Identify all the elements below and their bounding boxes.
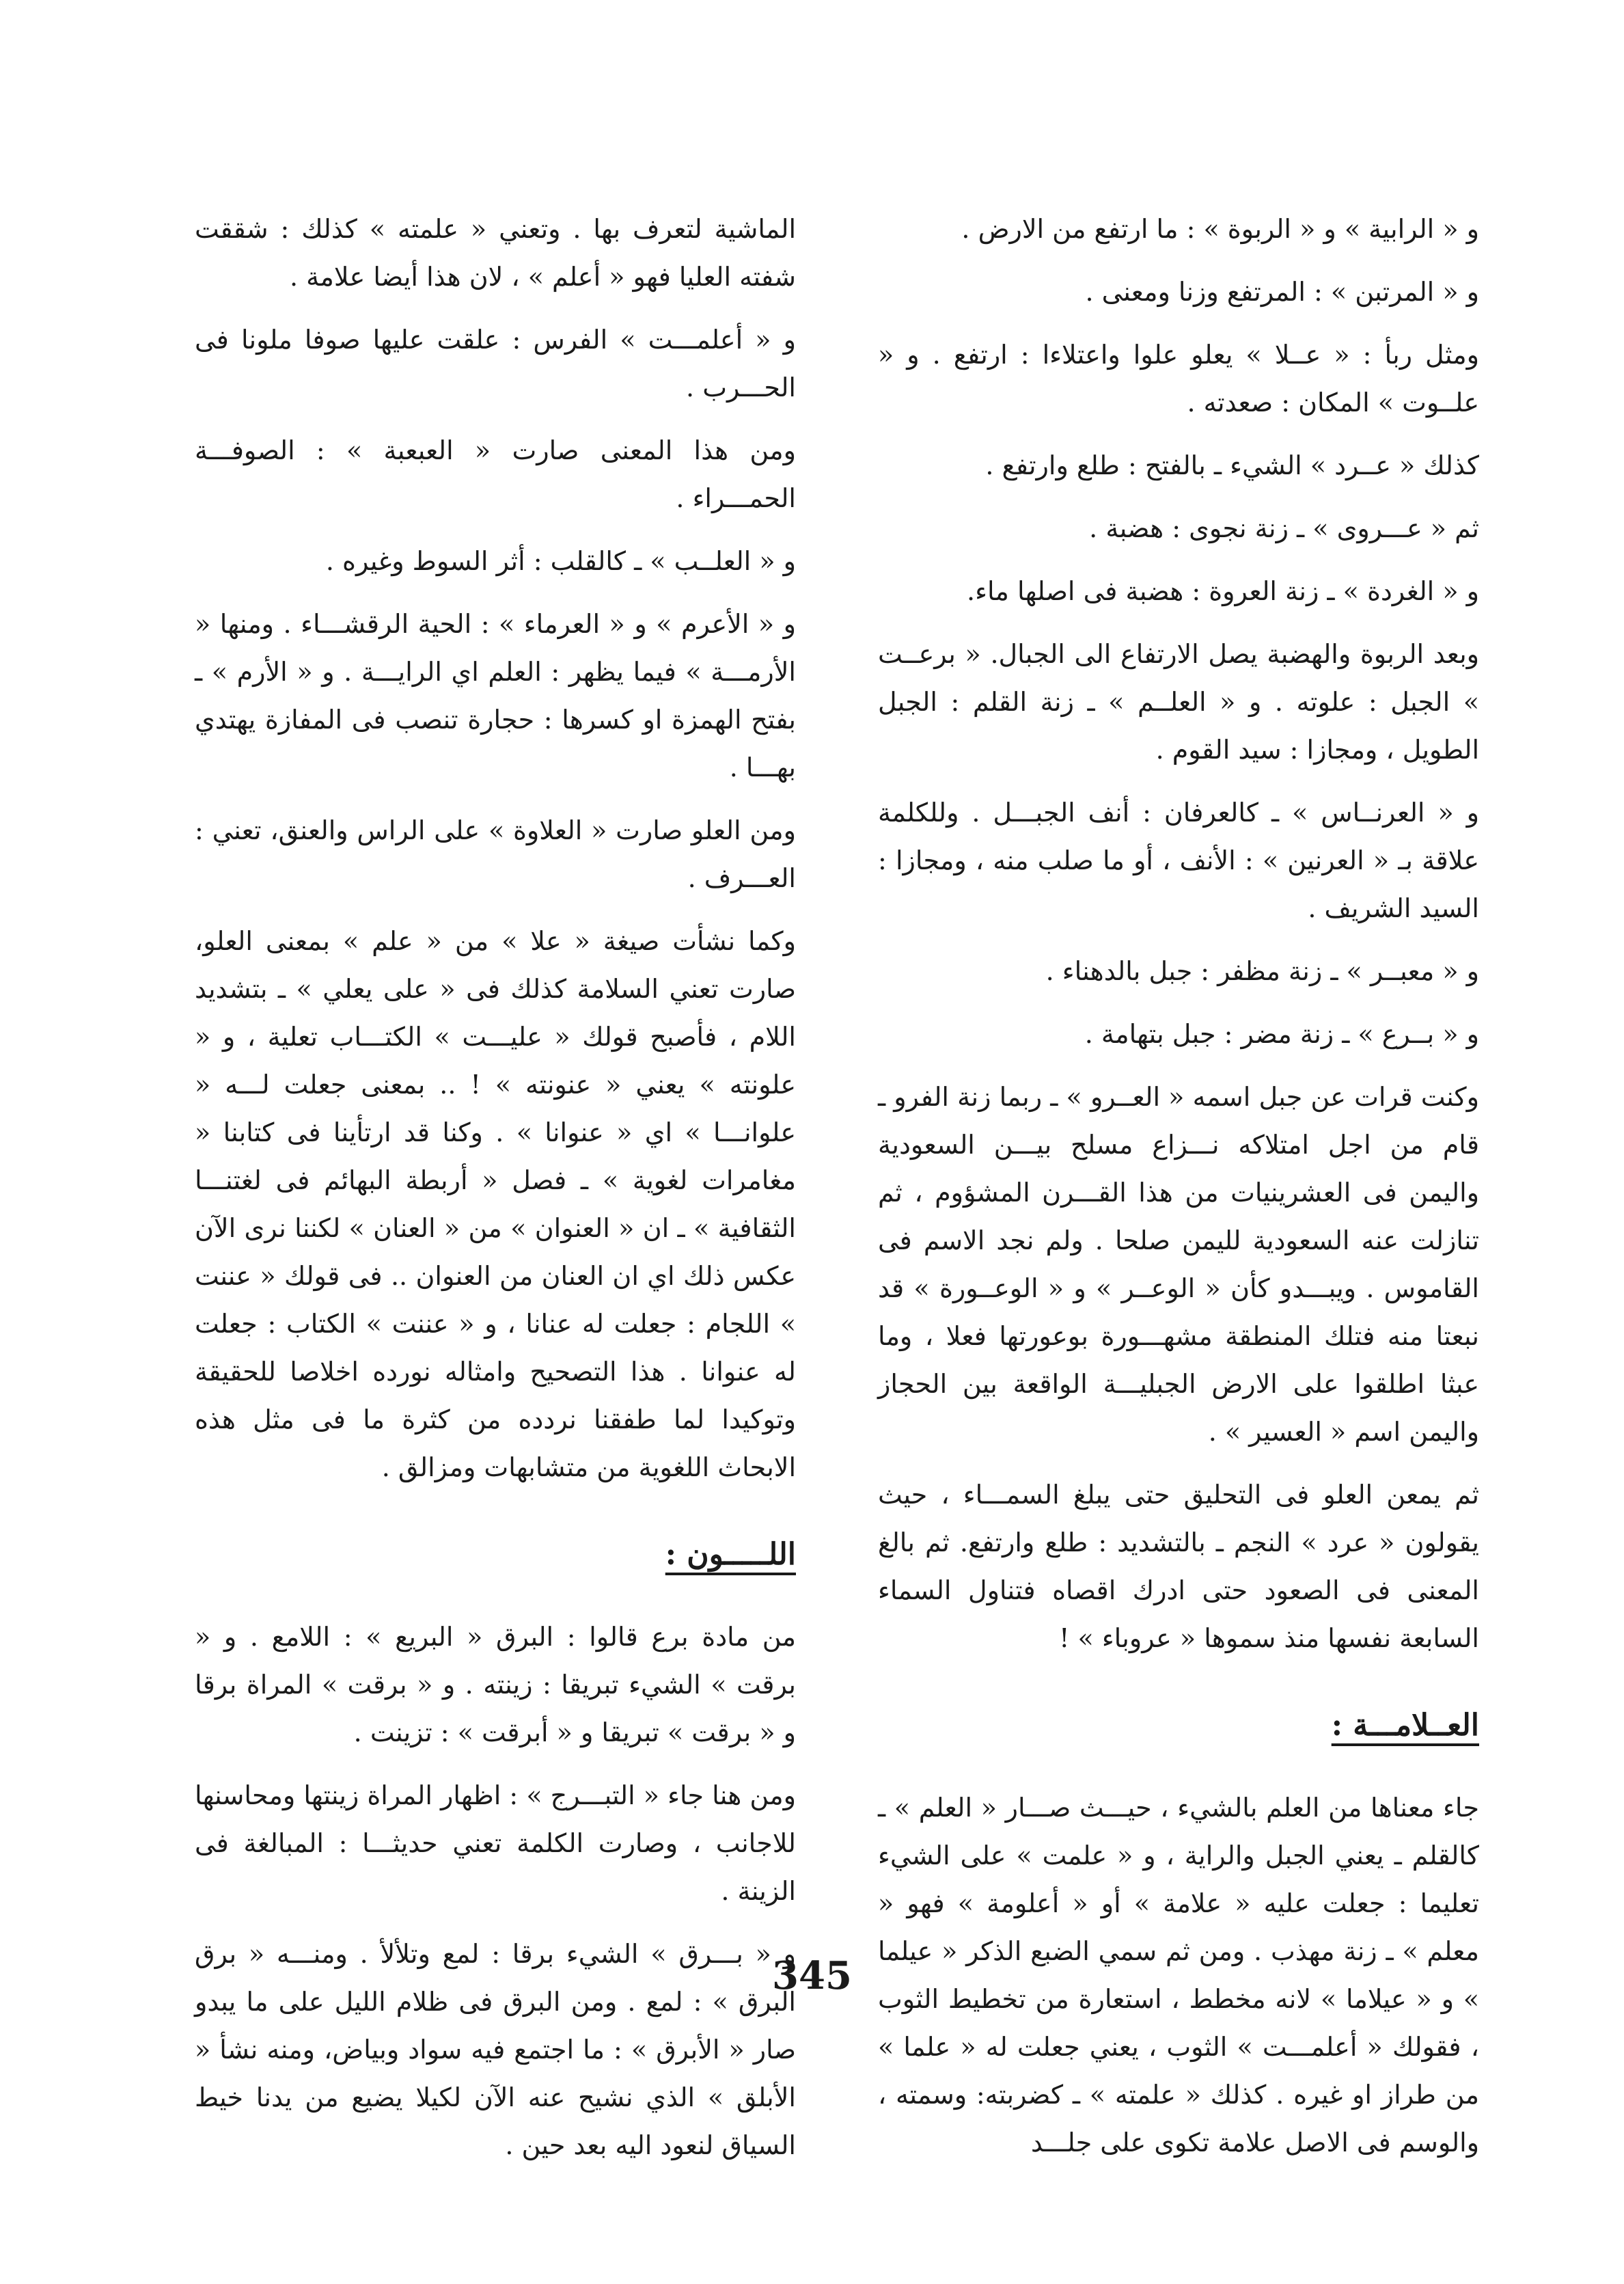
paragraph: وكما نشأت صيغة « علا » من « علم » بمعنى العلو، صارت تعني السلامة كذلك فى « على يعلي » ـ بتشديد اللام ، فأصبح قولك « عليـــت » الكتـــاب تعلية ، و « علونته » يعني « عنونته » ! .. بمعنى جعلت لـــه « علوانـــا » اي « عنوانا » . وكنا قد ارتأينا فى كتابنا « مغامرات لغوية » ـ فصل « أربطة البهائم فى لغتنـــا الثقافية » ـ ان « العنوان » من « العنان » لكننا نرى الآن عكس ذلك اي ان العنان من العنوان .. فى قولك « عننت » اللجام : جعلت له عنانا ، و « عننت » الكتاب : جعلت له عنوانا . هذا التصحيح وامثاله نورده اخلاصا للحقيقة وتوكيدا لما طفقنا نردده من كثرة ما فى مثل هذه الابحاث اللغوية من متشابهات ومزالق . [195,926,796,1482]
paragraph: ثم يمعن العلو فى التحليق حتى يبلغ السمـــاء ، حيث يقولون « عرد » النجم ـ بالتشديد : طلع وارتفع. ثم بالغ المعنى فى الصعود حتى ادرك اقصاه فتناول السماء السابعة نفسها منذ سموها « عروباء » ! [878,1480,1479,1653]
paragraph: ومن هذا المعنى صارت « العبعبة » : الصوفـــة الحمـــراء . [195,435,796,513]
section-heading-lawn: اللـــــون : [665,1537,796,1572]
paragraph: و « الغردة » ـ زنة العروة : هضبة فى اصلها ماء. [967,576,1479,606]
paragraph: و « الرابية » و « الربوة » : ما ارتفع من الارض . [961,214,1479,244]
right-column [878,205,1479,2181]
paragraph: و « بـــرق » الشيء برقا : لمع وتلألأ . ومنـــه « برق البرق » : لمع . ومن البرق فى ظلام الليل على ما يبدو صار « الأبرق » : ما اجتمع فيه سواد وبياض، ومنه نشأ « الأبلق » الذي نشيح عنه الآن لكيلا يضيع من يدنا خيط السياق لنعود اليه بعد حين . [195,1939,796,2160]
paragraph: و « معبــر » ـ زنة مظفر : جبل بالدهناء . [1045,956,1479,986]
page-number: 345 [772,1953,852,1998]
paragraph: الماشية لتعرف بها . وتعني « علمته » كذلك : شققت شفته العليا فهو « أعلم » ، لان هذا أيضا علامة . [195,214,796,292]
paragraph: و « العرنــاس » ـ كالعرفان : أنف الجبـــل . وللكلمة علاقة بـ « العرنين » : الأنف ، أو ما صلب منه ، ومجازا : السيد الشريف . [878,798,1479,923]
left-column [195,205,796,2184]
paragraph: و « الأعرم » و « العرماء » : الحية الرقشـــاء . ومنها « الأرمـــة » فيما يظهر : العلم اي الرايـــة . و « الأرم » ـ بفتح الهمزة او كسرها : حجارة تنصب فى المفازة يهتدي بهـــا . [195,609,796,783]
paragraph: و « بــرع » ـ زنة مضر : جبل بتهامة . [1084,1019,1479,1049]
paragraph: كذلك « عــرد » الشيء ـ بالفتح : طلع وارتفع . [985,450,1479,480]
paragraph: و « المرتبن » : المرتفع وزنا ومعنى . [1085,277,1479,307]
paragraph: و « أعلمـــت » الفرس : علقت عليها صوفا ملونا فى الحـــرب . [195,325,796,403]
paragraph: وبعد الربوة والهضبة يصل الارتفاع الى الجبال. « برعــت » الجبل : علوته . و « العلــم » ـ زنة القلم : الجبل الطويل ، ومجازا : سيد القوم . [878,639,1479,765]
paragraph: ومثل ربأ : « عــلا » يعلو علوا واعتلاءا : ارتفع . و « علــوت » المكان : صعدته . [878,340,1479,418]
paragraph: ثم « عـــروى » ـ زنة نجوى : هضبة . [1089,513,1479,543]
section-heading-alama: العــلامـــة : [1331,1708,1479,1743]
paragraph: وكنت قرات عن جبل اسمه « العــرو » ـ ربما زنة الفرو ـ قام من اجل امتلاكه نـــزاع مسلح بيـــن السعودية واليمن فى العشرينيات من هذا القـــرن المشؤوم ، ثم تنازلت عنه السعودية لليمن صلحا . ولم نجد الاسم فى القاموس . ويبـــدو كأن « الوعــر » و « الوعــورة » قد نبعتا منه فتلك المنطقة مشهـــورة بوعورتها فعلا ، وما عبثا اطلقوا على الارض الجبليـــة الواقعة بين الحجاز واليمن اسم « العسير » . [878,1082,1479,1447]
paragraph: من مادة برع قالوا : البرق « البريع » : اللامع . و « برقت » الشيء تبريقا : زينته . و « برقت » المراة برقا و « برقت » تبريقا و « أبرقت » : تزينت . [195,1622,796,1748]
paragraph: جاء معناها من العلم بالشيء ، حيـــث صـــار « العلم » ـ كالقلم ـ يعني الجبل والراية ، و « علمت » على الشيء تعليما : جعلت عليه « علامة » أو « أعلومة » فهو « معلم » ـ زنة مهذب . ومن ثم سمي الضبع الذكر « عيلما » و « عيلاما » لانه مخطط ، استعارة من تخطيط الثوب ، فقولك « أعلمـــت » الثوب ، يعني جعلت له « علما » من طراز او غيره . كذلك « علمته » ـ كضربته: وسمته ، والوسم فى الاصل علامة تكوى على جلـــد [878,1793,1479,2158]
paragraph: و « العلــب » ـ كالقلب : أثر السوط وغيره . [325,546,796,576]
paragraph: ومن هنا جاء « التبـــرج » : اظهار المراة زينتها ومحاسنها للاجانب ، وصارت الكلمة تعني حديثـــا : المبالغة فى الزينة . [195,1780,796,1906]
paragraph: ومن العلو صارت « العلاوة » على الراس والعنق، تعني : العـــرف . [195,815,796,893]
